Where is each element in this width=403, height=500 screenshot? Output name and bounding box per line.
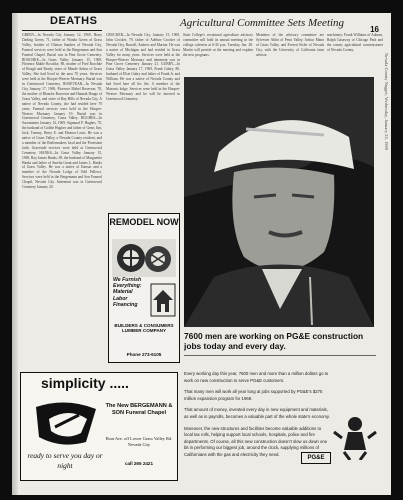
pge-paragraph: Every working day this year, 7600 men and more than a million dollars go to work on new construction to serve PG&E customers. xyxy=(184,371,329,383)
remodel-house-icon xyxy=(149,282,177,318)
remodel-furnish-text: We Furnish Everything: Material Labor Financing xyxy=(113,277,142,308)
pge-paragraph: That many men will work all year long at jobs supported by PG&E's $275 million expansion program for 1969. xyxy=(184,389,323,401)
pge-mascot-art xyxy=(332,412,378,460)
deaths-heading: DEATHS xyxy=(50,15,98,27)
pge-body xyxy=(184,371,330,464)
side-note: Nevada County Nugget, Wednesday, January 22, 1969 xyxy=(384,53,389,151)
pge-paragraph: That amount of money, invested every day in new equipment and materials, as well as in payrolls, becomes a valuable part of the whole state's economy. xyxy=(184,407,330,419)
chapel-art xyxy=(31,397,101,447)
funeral-chapel-advertisement xyxy=(20,372,178,481)
remodel-art xyxy=(112,239,176,277)
worker-photo xyxy=(184,77,374,327)
remodel-phone: Phone 273-6105 xyxy=(126,352,162,357)
pge-logo: PG&E xyxy=(301,452,331,464)
funeral-chapel-tagline: ready to serve you day or night xyxy=(27,451,103,470)
deaths-column: GREEN—In Nevada City January 12, 1969, Harry Darling Green, 71, father of Wanda Green of Grass Valley, brother of Clinton Sanders of Nevada City, Funeral services were held at the Bergemann and Son Funeral Chapel. Burial was in Pine Grove Cemetery. ROSCHKE—In Grass Valley January 15, 1969, Florence Mable Roschke, 80, mother of Fred Roschke of Rough and Ready, sister of Maude Arthur of Grass Valley. She had lived in the area 70 years. Services were held at the Hooper-Weaver Mortuary. Burial was in Greenwood Cemetery. ROSEVEAR—In Nevada City January 17, 1969, Florence Mabel Rosevear, 78, the mother of Blanche Rosevear and Hannah Hauge of Grass Valley, and sister of Ray Hills of Nevada City. A native of Nevada County, she had resided here 70 years. Funeral services were held in the Hooper-Weaver Mortuary January 19. Burial was in Greenwood Cemetery, Grass Valley. HUGHES—In Sacramento January 14, 1969, Sigmund P. Hughes, 70, the husband of Goldie Hughes and father of Gene, Jim, Jack, Tommy, Harry E. and Eleanor Louis. He was a native of Grass Valley, a Nevada County resident, and a member of the Boilermakers local and the Protestant faith. Graveside services were held at Greenwood Cemetery. HANKS—In Grass Valley January 15, 1969, Roy James Hanks, 69, the husband of Marguerite Hanks and father of Amelia Grant and James L. Hanks of Grass Valley. He was a native of Kansas and a member of the Nevada Lodge of Odd Fellows. Services were held in the Bergemann and Son Funeral Chapel, Nevada City. Interment was in Greenwood Cemetery January 20. xyxy=(22,33,102,190)
funeral-chapel-address: Boat Ave. off Lower Grass Valley Rd. Nevada City xyxy=(105,436,173,447)
story-headline: Agricultural Committee Sets Meeting xyxy=(180,17,345,29)
deaths-rule xyxy=(22,30,102,31)
pge-headline: 7600 men are working on PG&E construction jobs today and every day. xyxy=(184,331,364,351)
page-edge xyxy=(12,13,18,495)
remodel-title: REMODEL NOW xyxy=(109,217,179,227)
funeral-chapel-name: The New BERGEMANN & SON Funeral Chapel xyxy=(105,403,173,416)
funeral-chapel-phone: call 265 2421 xyxy=(124,461,154,466)
remodel-company: BUILDERS & CONSUMERS LUMBER COMPANY xyxy=(114,323,174,334)
simplicity-word: simplicity ..... xyxy=(41,375,129,391)
page-number: 16 xyxy=(370,25,379,34)
pge-rule xyxy=(184,355,376,356)
obituary-column-2: CROCKER—In Nevada City, January 15, 1969, John Crocker, 79, father of Adeline Crocker of Nevada City, Russell, Andrew and Marion. He was a native of Michigan and had resided in Grass Valley for many years. Services were held at the Hooper-Weaver Mortuary and interment was in Pine Grove Cemetery January 21. GUBRY—In Grass Valley January 17, 1969, Frank Gubry, 80, husband of Elsie Gubry and father of Frank Jr. and William. He was a native of Nevada County and had lived here all his life. A member of the Masonic lodge. Services were held in the Hooper-Weaver Mortuary and he will be interred in Greenwood Cemetery. xyxy=(106,33,180,101)
remodel-advertisement xyxy=(108,213,180,363)
story-column-1: State College's vocational agriculture advisory committee will hold its annual meeting in the college cafeteria at 6:30 p.m. Tuesday, Jan. 28. Martin will preside at the meeting and explain the new programs. xyxy=(183,33,253,57)
pge-paragraph: Moreover, the new structures and facilities become valuable additions to local tax rolls, helping support local schools, hospitals, police and fire departments. Of course, all this new construction doesn't slow us down one bit in performing our biggest job, around the clock, supplying millions of Californians with the gas and electricity they need. xyxy=(184,425,328,457)
story-column-3: machinery: Frank Williams of Auburn, Ralph Gasaway of Chicago Park and the county agricultural commissioner of Nevada County. xyxy=(327,33,383,52)
story-column-2: Members of the advisory committee are Sylvester Ahlin of Penn Valley, Arthur Mann of Grass Valley, and Everett Sisler of Nevada City, with the University of California farm advisor. xyxy=(256,33,324,57)
